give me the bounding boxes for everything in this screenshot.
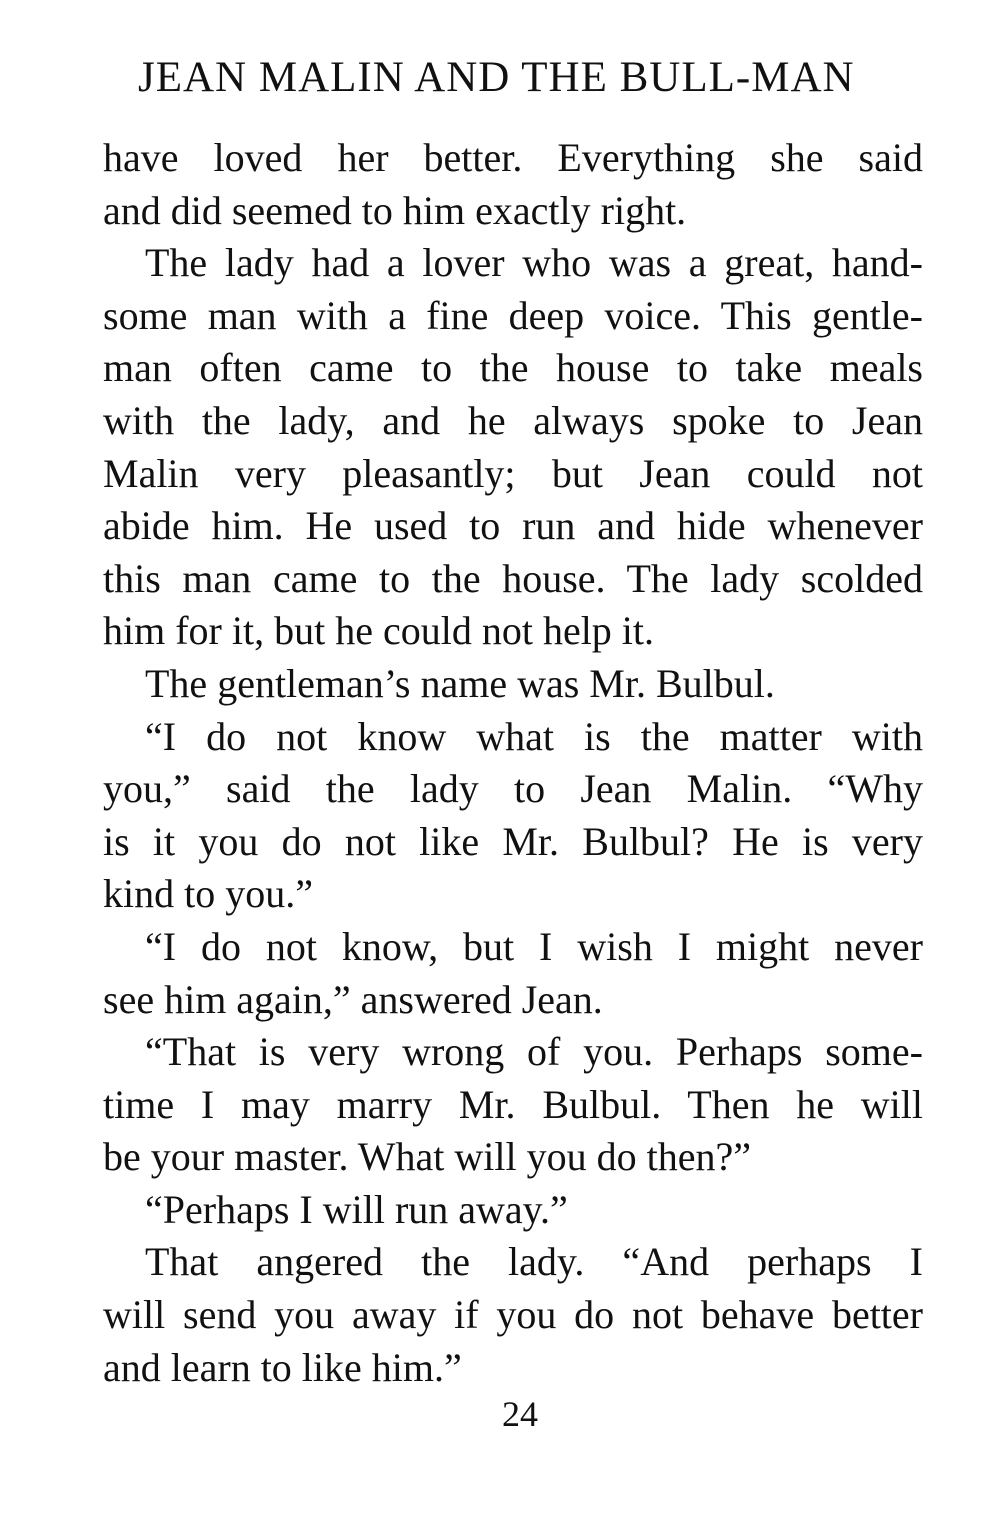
text-line: kind to you.” xyxy=(103,871,313,917)
text-line: man often came to the house to take meals xyxy=(103,345,923,391)
text-line: some man with a fine deep voice. This gentle- xyxy=(103,292,923,338)
text-line: with the lady, and he always spoke to Jean xyxy=(103,397,923,443)
body-text xyxy=(103,132,923,1394)
text-line: be your master. What will you do then?” xyxy=(103,1134,751,1180)
text-line: this man came to the house. The lady scolded xyxy=(103,555,923,601)
text-line: time I may marry Mr. Bulbul. Then he will xyxy=(103,1081,923,1127)
text-line: will send you away if you do not behave better xyxy=(103,1292,923,1338)
text-line: “I do not know what is the matter with xyxy=(145,713,923,759)
text-line: is it you do not like Mr. Bulbul? He is very xyxy=(103,818,923,864)
running-head: JEAN MALIN AND THE BULL-MAN xyxy=(138,54,855,101)
text-line: abide him. He used to run and hide whenever xyxy=(103,503,923,549)
text-line: and did seemed to him exactly right. xyxy=(103,187,687,233)
text-line: That angered the lady. “And perhaps I xyxy=(145,1239,923,1285)
text-line: Malin very pleasantly; but Jean could not xyxy=(103,450,923,496)
text-line: and learn to like him.” xyxy=(103,1344,462,1390)
text-line: The lady had a lover who was a great, hand- xyxy=(145,240,923,286)
page-number: 24 xyxy=(502,1394,538,1434)
text-line: see him again,” answered Jean. xyxy=(103,976,603,1022)
text-line: you,” said the lady to Jean Malin. “Why xyxy=(103,766,923,812)
text-line: “Perhaps I will run away.” xyxy=(145,1186,568,1232)
text-line: have loved her better. Everything she said xyxy=(103,135,923,180)
text-line: “That is very wrong of you. Perhaps some- xyxy=(145,1029,923,1075)
text-line: him for it, but he could not help it. xyxy=(103,608,655,654)
text-line: “I do not know, but I wish I might never xyxy=(145,923,923,969)
text-line: The gentleman’s name was Mr. Bulbul. xyxy=(145,660,775,706)
